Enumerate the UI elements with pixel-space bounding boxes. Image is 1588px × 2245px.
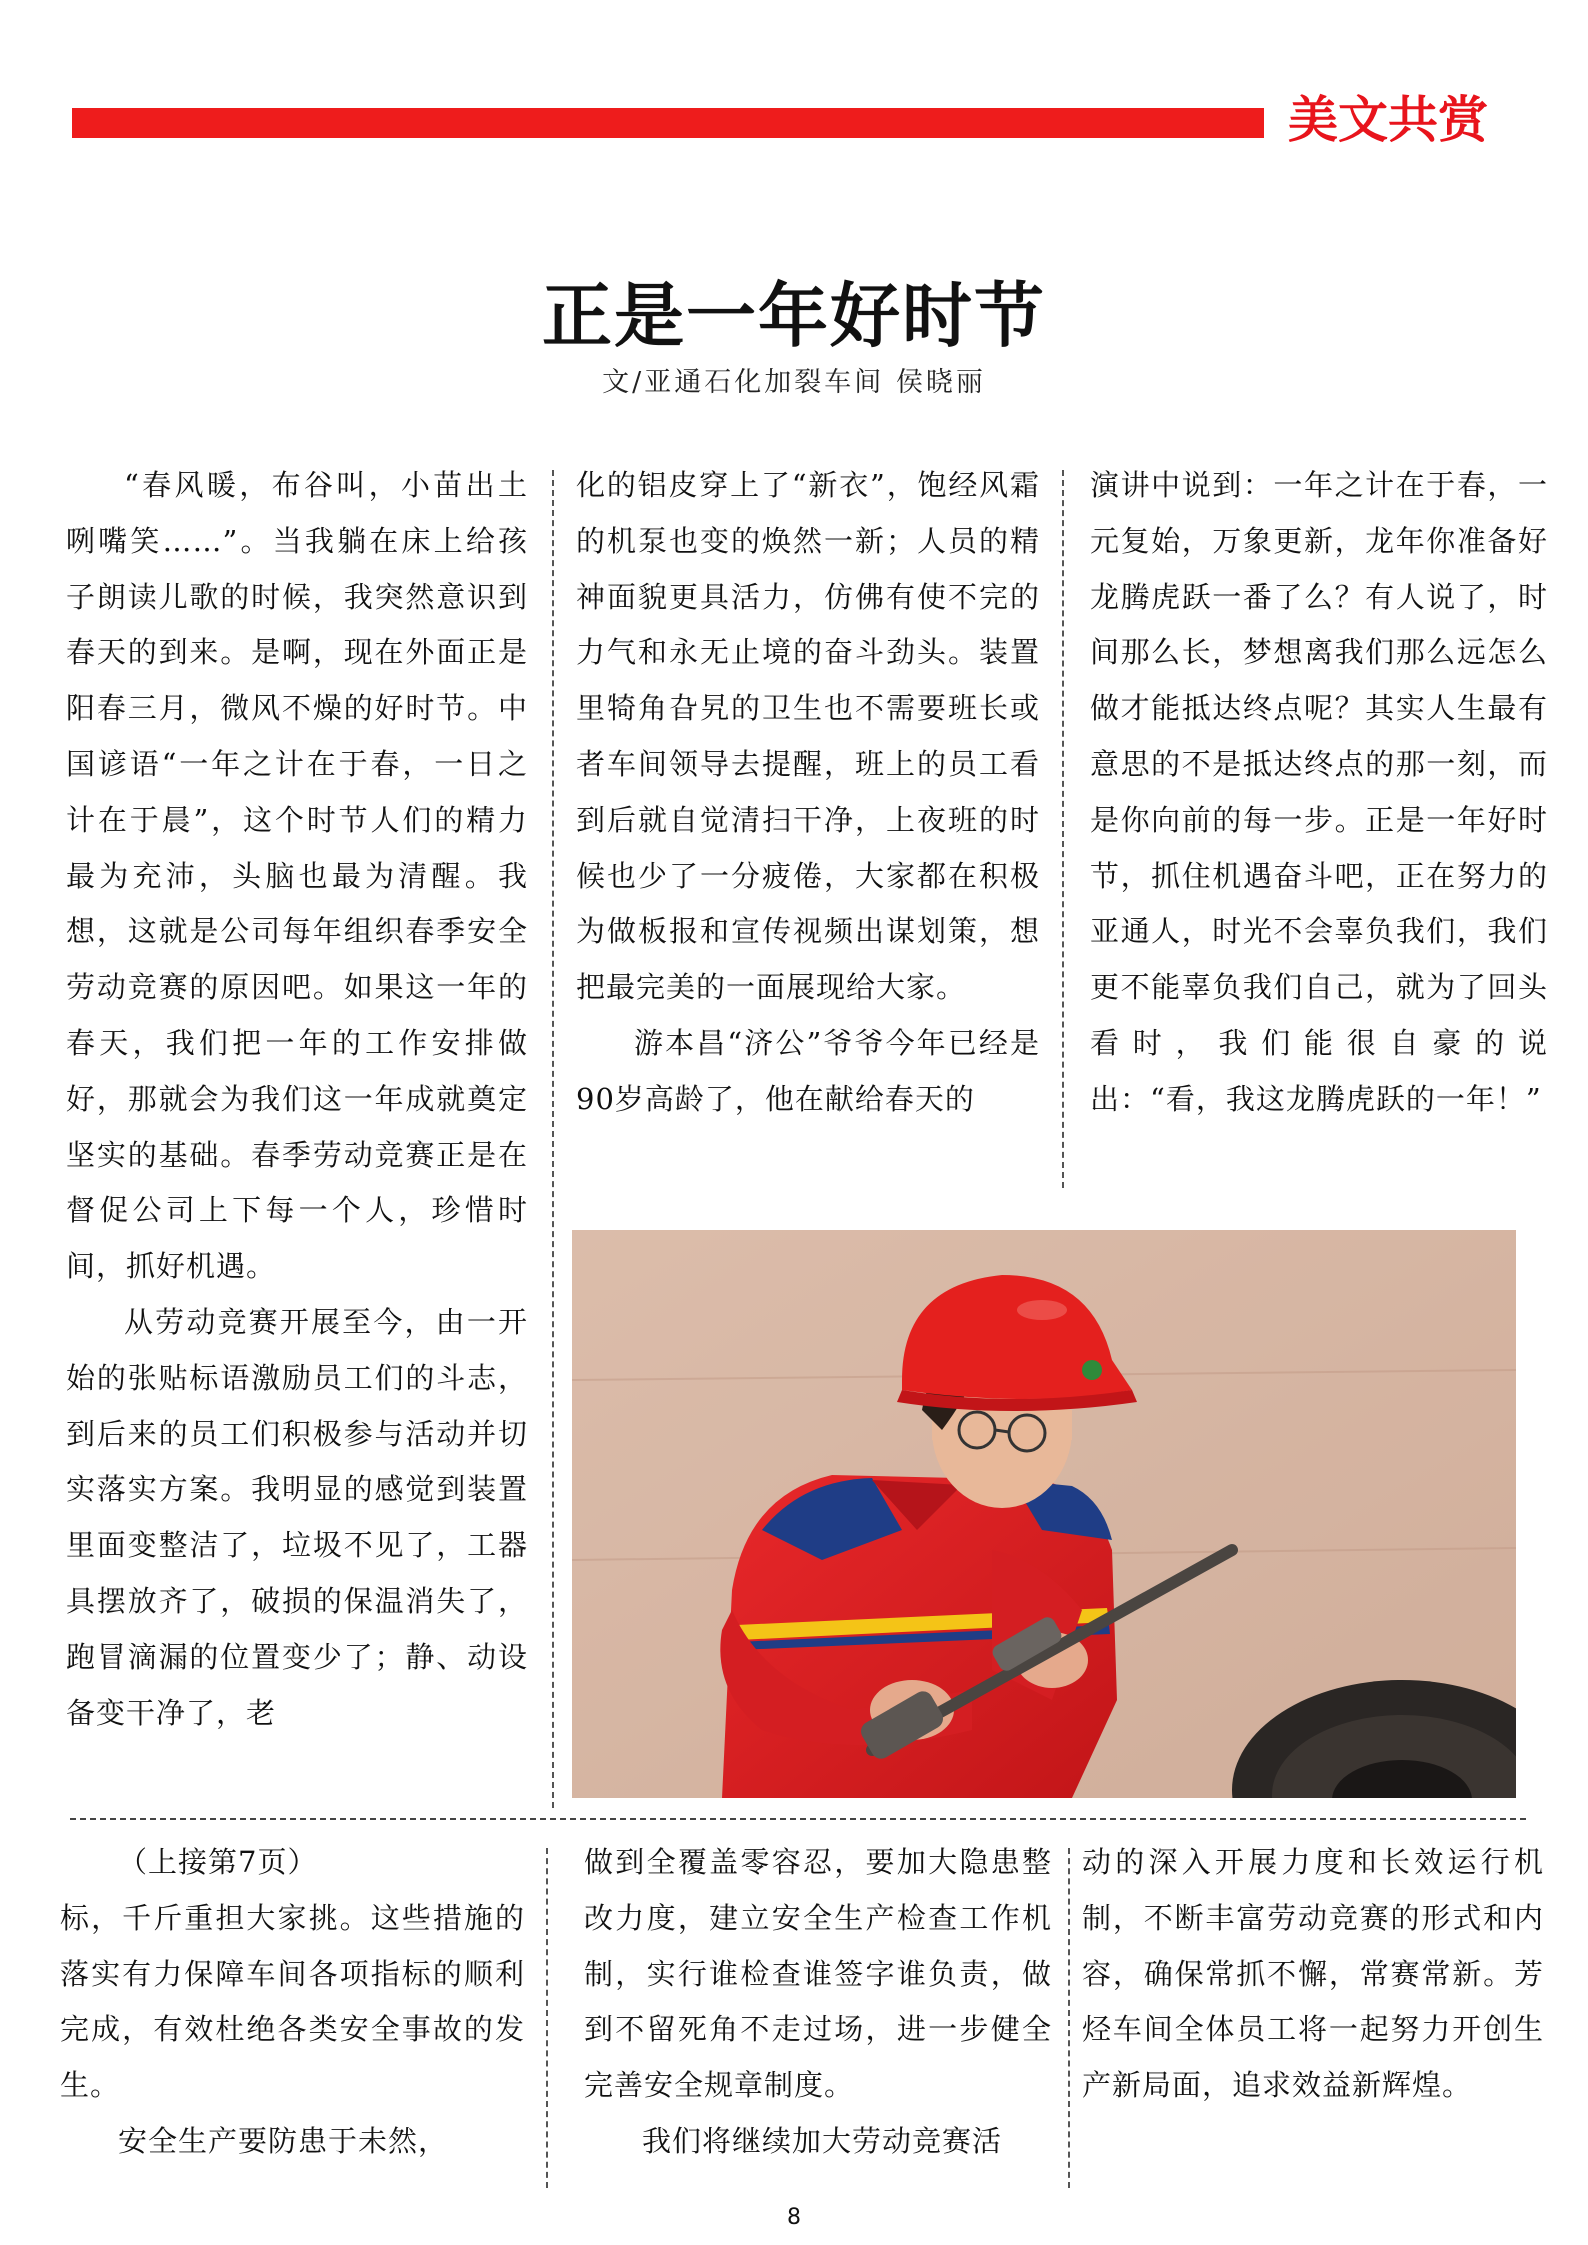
continued-note: （上接第7页）	[118, 1845, 318, 1879]
paragraph: “春风暖，布谷叫，小苗出土咧嘴笑……”。当我躺在床上给孩子朗读儿歌的时候，我突然意识到春天的到来。是啊，现在外面正是阳春三月，微风不燥的好时节。中国谚语“一年之计在于春，一日之计在于晨”，这个时节人们的精力最为充沛，头脑也最为清醒。我想，这就是公司每年组织春季安全劳动竞赛的原因吧。如果这一年的春天，我们把一年的工作安排做好，那就会为我们这一年成就奠定坚实的基础。春季劳动竞赛正是在督促公司上下每一个人，珍惜时间，抓好机遇。	[66, 468, 528, 1284]
column-divider	[552, 470, 554, 1808]
paragraph: 安全生产要防患于未然，	[118, 2123, 449, 2158]
header-red-bar	[72, 108, 1264, 138]
paragraph: 我们将继续加大劳动竞赛活	[642, 2123, 1003, 2158]
paragraph: 演讲中说到：一年之计在于春，一元复始，万象更新，龙年你准备好龙腾虎跃一番了么？有人说了，时间那么长，梦想离我们那么远怎么做才能抵达终点呢？其实人生最有意思的不是抵达终点的那一刻，而是你向前的每一步。正是一年好时节，抓住机遇奋斗吧，正在努力的亚通人，时光不会辜负我们，我们更不能辜负我们自己，就为了回头看时，我们能很自豪的说出：“看，我这龙腾虎跃的一年！”	[1090, 468, 1548, 1116]
column-divider	[1068, 1848, 1070, 2188]
paragraph: 化的铝皮穿上了“新衣”，饱经风霜的机泵也变的焕然一新；人员的精神面貌更具活力，仿佛有使不完的力气和永无止境的奋斗劲头。装置里犄角旮旯的卫生也不需要班长或者车间领导去提醒，班上的员工看到后就自觉清扫干净，上夜班的时候也少了一分疲倦，大家都在积极为做板报和宣传视频出谋划策，想把最完美的一面展现给大家。	[576, 468, 1040, 1005]
worker-photo	[572, 1230, 1516, 1798]
article-column-2	[576, 458, 1040, 1128]
paragraph: 动的深入开展力度和长效运行机制，不断丰富劳动竞赛的形式和内容，确保常抓不懈，常赛常新。芳烃车间全体员工将一起努力开创生产新局面，追求效益新辉煌。	[1082, 1845, 1544, 2103]
article-title: 正是一年好时节	[542, 275, 1046, 357]
paragraph: 标，千斤重担大家挑。这些措施的落实有力保障车间各项指标的顺利完成，有效杜绝各类安全事故的发生。	[60, 1900, 525, 2103]
section-divider	[70, 1818, 1526, 1820]
paragraph: 做到全覆盖零容忍，要加大隐患整改力度，建立安全生产检查工作机制，实行谁检查谁签字谁负责，做到不留死角不走过场，进一步健全完善安全规章制度。	[584, 1845, 1052, 2103]
paragraph: 从劳动竞赛开展至今，由一开始的张贴标语激励员工们的斗志，到后来的员工们积极参与活动并切实落实方案。我明显的感觉到装置里面变整洁了，垃圾不见了，工器具摆放齐了，破损的保温消失了，跑冒滴漏的位置变少了；静、动设备变干净了，老	[66, 1304, 528, 1730]
column-divider	[546, 1848, 548, 2188]
article-column-1	[66, 458, 528, 1741]
column-divider	[1062, 470, 1064, 1188]
paragraph: 游本昌“济公”爷爷今年已经是90岁高龄了，他在献给春天的	[576, 1025, 1040, 1116]
article-column-3	[1090, 458, 1548, 1128]
article-byline: 文/亚通石化加裂车间 侯晓丽	[602, 367, 986, 398]
section-label: 美文共赏	[1288, 91, 1488, 149]
continued-column-1	[60, 1835, 525, 2170]
continued-column-3	[1082, 1835, 1544, 2114]
continued-column-2	[584, 1835, 1052, 2170]
page-number: 8	[787, 2205, 801, 2230]
